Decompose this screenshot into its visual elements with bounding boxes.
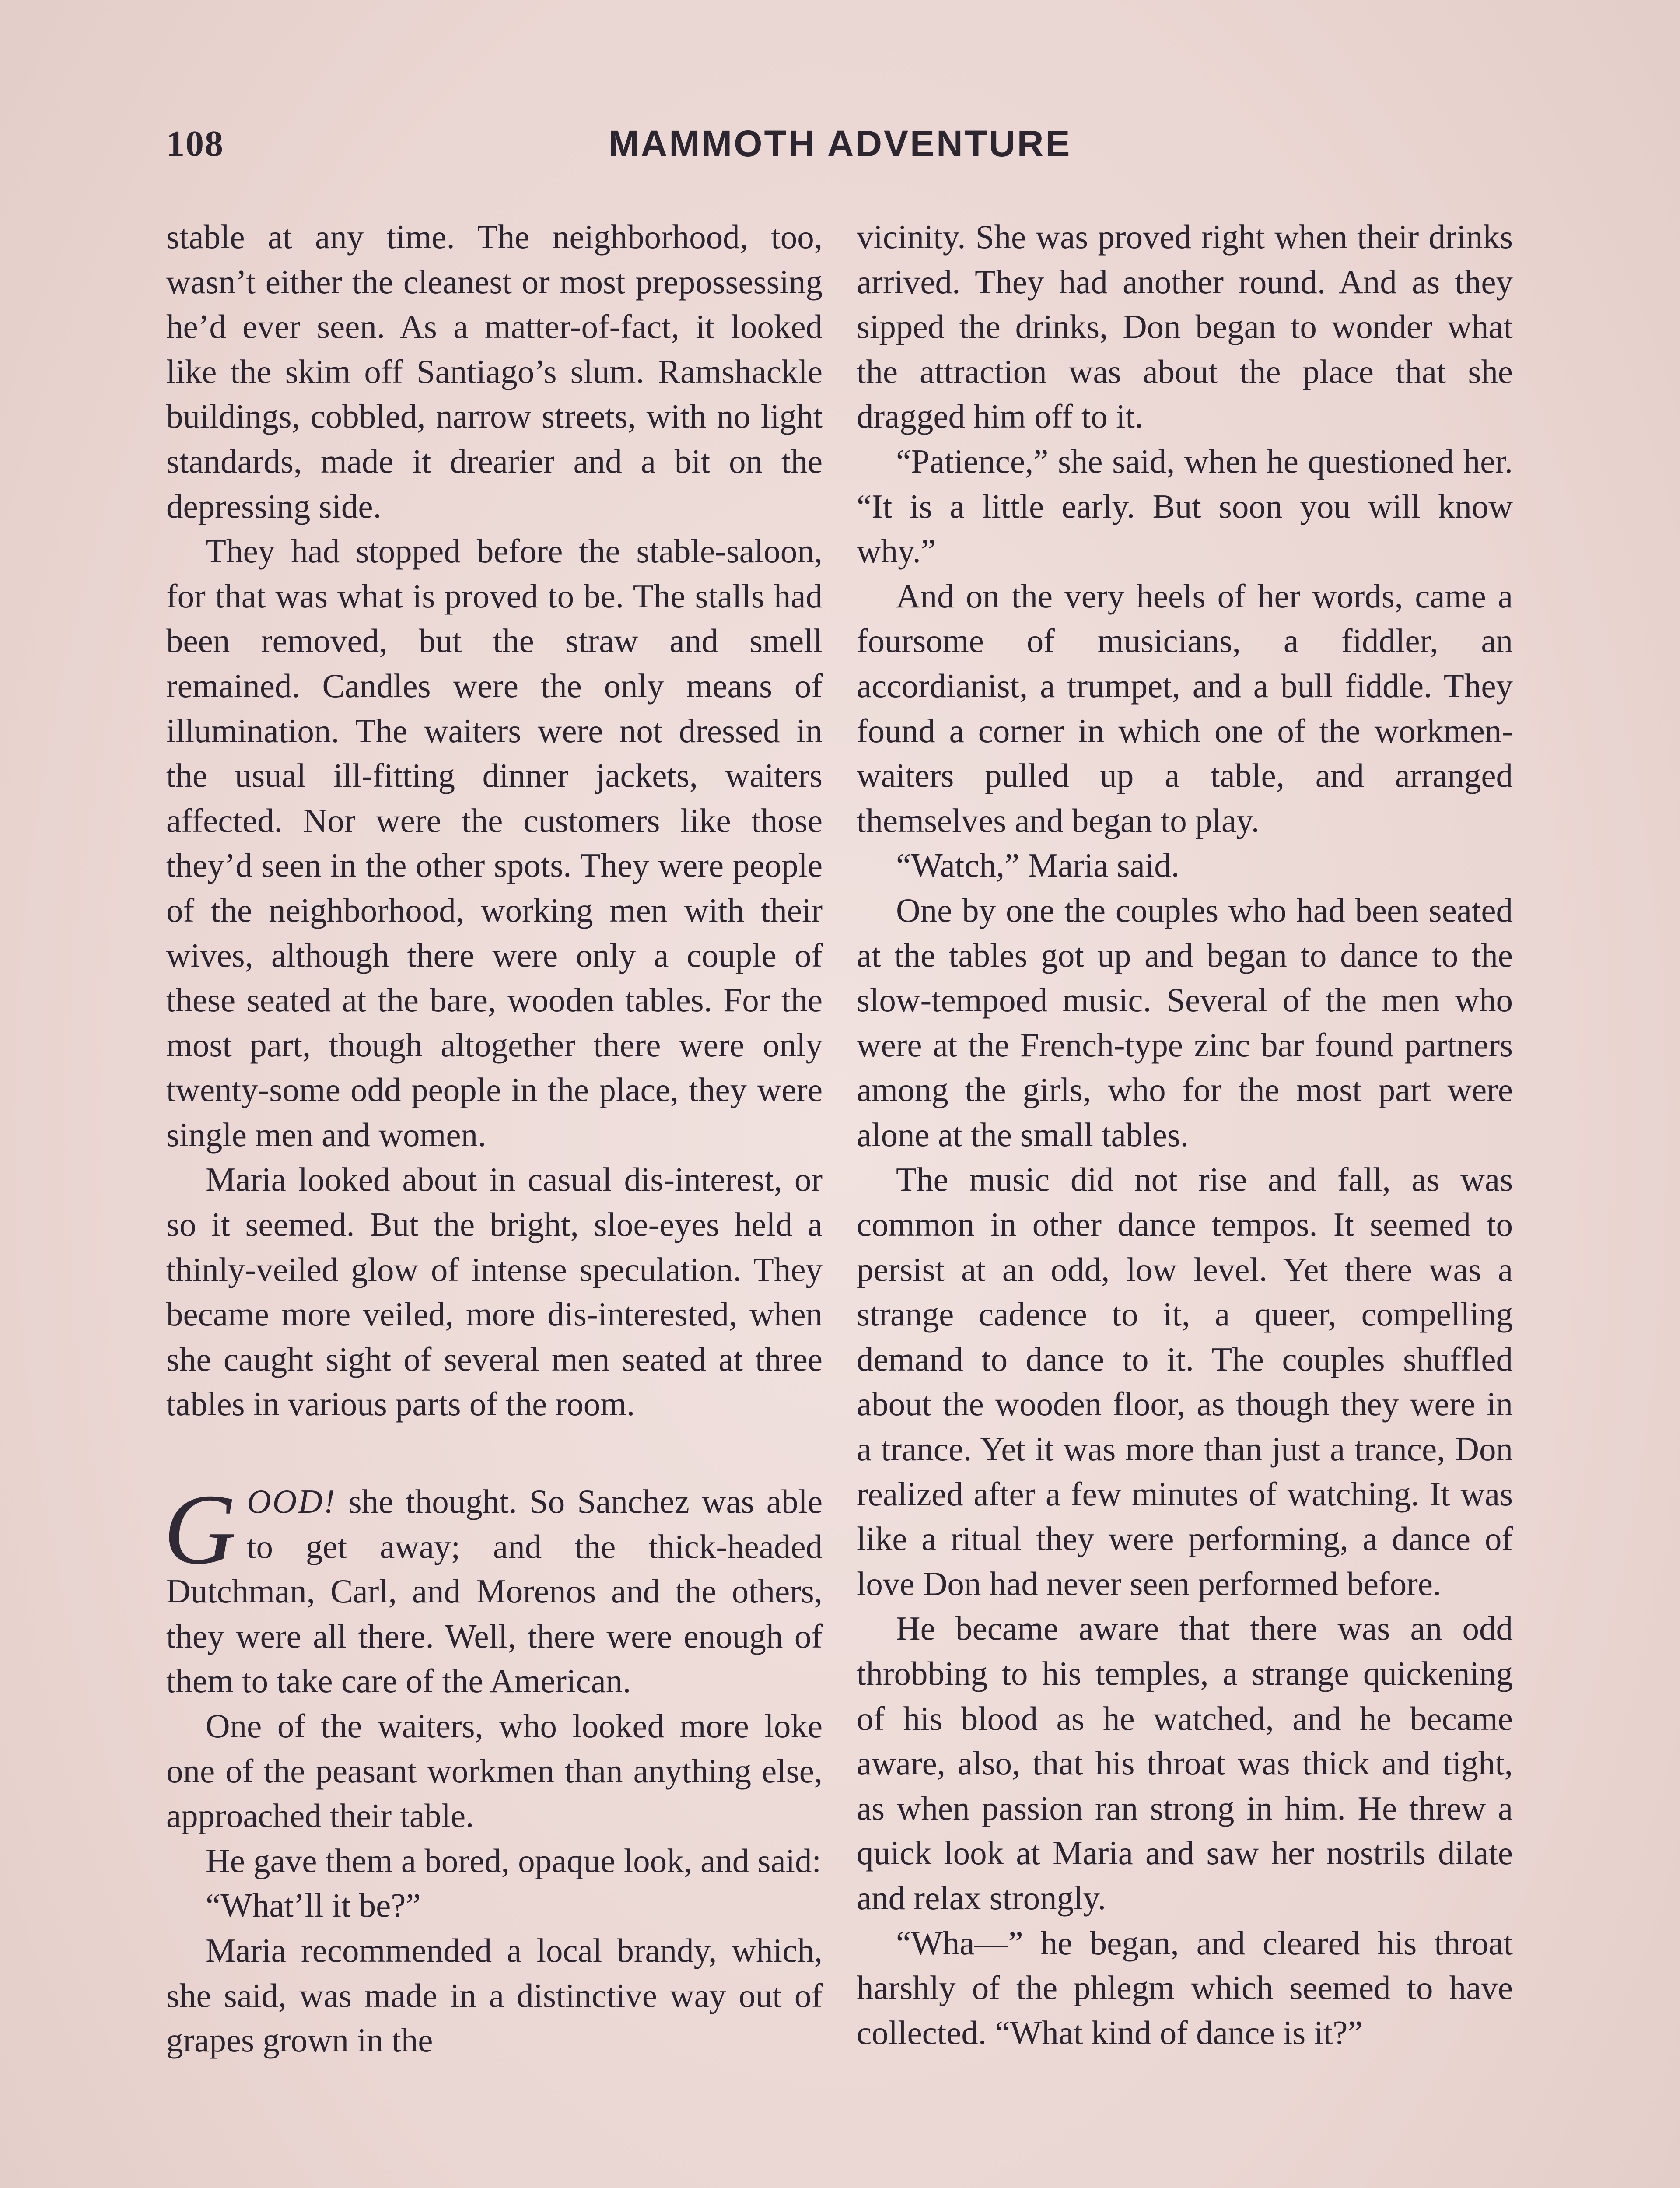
paragraph: He became aware that there was an odd throbbing to his temples, a strange quickening of his blood as he watched, and he became aware, also, that his throat was thick and tight, as when passion ran strong in him. He threw a quick look at Maria and saw her nostrils dilate and relax strongly. (857, 1609, 1513, 1917)
paragraph: They had stopped before the stable-saloon, for that was what is proved to be. The stalls had been removed, but the straw and smell remained. Candles were the only means of illumination. The waiters were not dressed in the usual ill-fitting dinner jackets, waiters affected. Nor were the customers like those they’d seen in the other spots. They were people of the neighborhood, working men with their wives, although there were only a couple of these seated at the bare, wooden tables. For the most part, though altogether there were only twenty-some odd people in the place, they were single men and women. (166, 532, 822, 1154)
page-header (166, 123, 1514, 175)
paragraph: One of the waiters, who looked more loke one of the peasant workmen than anything else, approached their table. (166, 1707, 822, 1835)
left-column (166, 214, 822, 2063)
paragraph: vicinity. She was proved right when their drinks arrived. They had another round. And as they sipped the drinks, Don began to wonder what the attraction was about the place that she dragged him off to it. (857, 218, 1513, 435)
paragraph: And on the very heels of her words, came a foursome of musicians, a fiddler, an accordianist, a trumpet, and a bull fiddle. They found a corner in which one of the workmen-waiters pulled up a table, and arranged themselves and began to play. (857, 577, 1513, 839)
paragraph: “Wha—” he began, and cleared his throat harshly of the phlegm which seemed to have collected. “What kind of dance is it?” (857, 1924, 1513, 2051)
paragraph: The music did not rise and fall, as was common in other dance tempos. It seemed to persist at an odd, low level. Yet there was a strange cadence to it, a queer, compelling demand to dance to it. The couples shuffled about the wooden floor, as though they were in a trance. Yet it was more than just a trance, Don realized after a few minutes of watching. It was like a ritual they were performing, a dance of love Don had never seen performed before. (857, 1161, 1513, 1602)
right-column (857, 214, 1513, 2055)
running-title: MAMMOTH ADVENTURE (608, 123, 1072, 164)
drop-cap: G (164, 1473, 237, 1585)
dropcap-paragraph (164, 1473, 822, 1704)
section-break (166, 1427, 822, 1479)
page-number: 108 (166, 123, 224, 164)
paragraph: “Watch,” Maria said. (896, 846, 1180, 884)
dropcap-paragraph-text: she thought. So Sanchez was able to get away; and the thick-headed Dutchman, Carl, and Morenos and the others, they were all there. Well, there were enough of them to take care of the American. (166, 1483, 822, 1700)
paragraph: “What’ll it be?” (206, 1886, 421, 1925)
dropcap-word: OOD! (247, 1483, 336, 1521)
paragraph: stable at any time. The neighborhood, too, wasn’t either the cleanest or most prepossessing he’d ever seen. As a matter-of-fact, it looked like the skim off Santiago’s slum. Ramshackle buildings, cobbled, narrow streets, with no light standards, made it drearier and a bit on the depressing side. (166, 218, 822, 525)
paragraph: “Patience,” she said, when he questioned her. “It is a little early. But soon you will know why.” (857, 442, 1513, 570)
paragraph: Maria recommended a local brandy, which, she said, was made in a distinctive way out of grapes grown in the (166, 1931, 822, 2059)
paragraph: Maria looked about in casual dis-interest, or so it seemed. But the bright, sloe-eyes held a thinly-veiled glow of intense speculation. They became more veiled, more dis-interested, when she caught sight of several men seated at three tables in various parts of the room. (166, 1161, 822, 1423)
paragraph: One by one the couples who had been seated at the tables got up and began to dance to the slow-tempoed music. Several of the men who were at the French-type zinc bar found partners among the girls, who for the most part were alone at the small tables. (857, 891, 1513, 1154)
paragraph: He gave them a bored, opaque look, and said: (206, 1841, 821, 1879)
